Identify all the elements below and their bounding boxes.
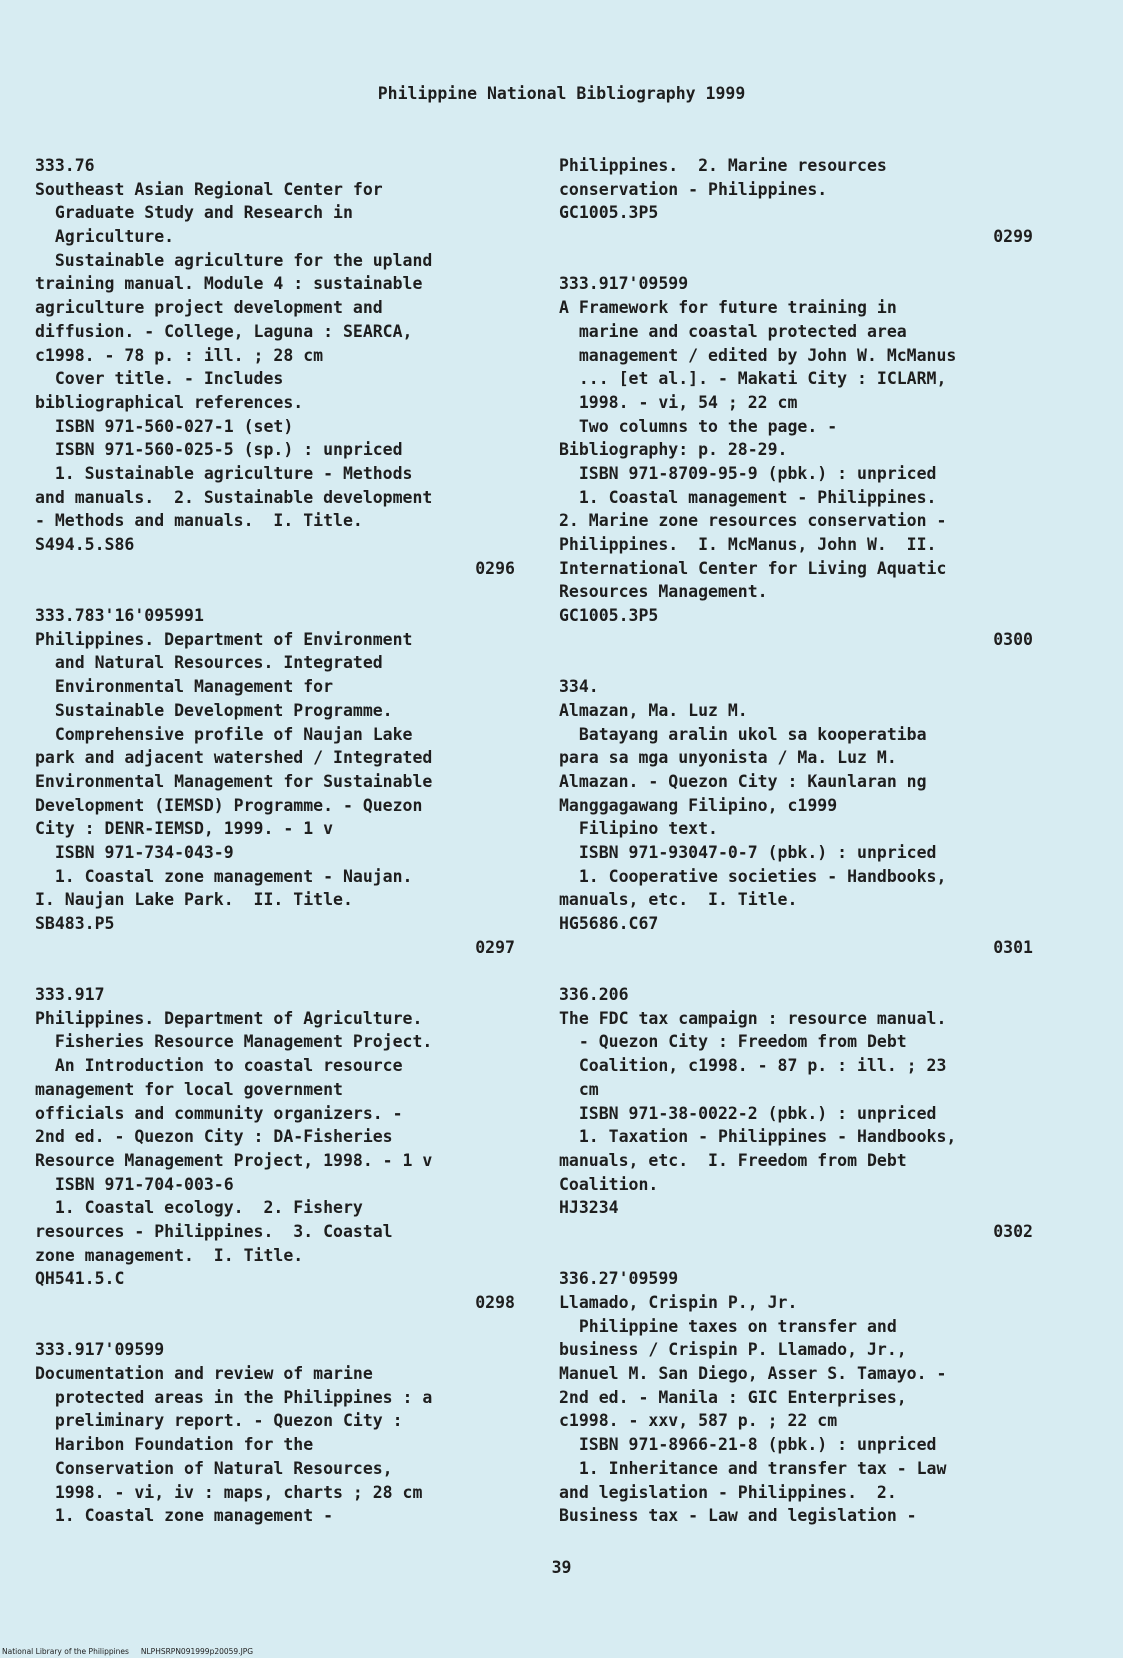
entry-line: Resources Management. (559, 582, 768, 602)
entry-line: ISBN 971-38-0022-2 (pbk.) : unpriced (559, 1103, 937, 1123)
entry-line: 1998. - vi, 54 ; 22 cm (559, 392, 798, 412)
page-number: 39 (551, 1558, 572, 1577)
entry-line: HG5686.C67 (559, 914, 659, 933)
entry-line: GC1005.3P5 (559, 606, 659, 626)
entry-line: Resource Management Project, 1998. - 1 v (35, 1150, 433, 1170)
entry-line: 1. Coastal ecology. 2. Fishery (35, 1198, 363, 1218)
entry-line: and legislation - Philippines. 2. (559, 1482, 897, 1502)
entry-line: Agriculture. (35, 227, 175, 247)
entry-line: bibliographical references. (35, 392, 304, 412)
entry-line: Southeast Asian Regional Center for (35, 179, 383, 199)
entry-line: 333.917 (35, 985, 105, 1005)
scan-credit: National Library of the Philippines NLPHSRPN091999p20059.JPG (2, 1647, 254, 1656)
left-column (35, 154, 515, 1528)
entry-line: Manuel M. San Diego, Asser S. Tamayo. - (559, 1364, 947, 1384)
entry-line: c1998. - xxv, 587 p. ; 22 cm (559, 1411, 838, 1431)
entry-line: Philippine taxes on transfer and (559, 1316, 897, 1336)
entry-line: Philippines. Department of Agriculture. (35, 1008, 423, 1028)
entry-line: ISBN 971-8709-95-9 (pbk.) : unpriced (559, 463, 937, 483)
right-column (559, 154, 1033, 1528)
entry-line: management for local government (35, 1079, 343, 1099)
entry-number: 0301 (993, 937, 1033, 957)
entry-line: Environmental Management for Sustainable (35, 771, 433, 791)
entry-separator (35, 580, 515, 604)
entry-line: manuals, etc. I. Freedom from Debt (559, 1150, 907, 1170)
entry-line: International Center for Living Aquatic (559, 558, 947, 578)
entry-line: City : DENR-IEMSD, 1999. - 1 v (35, 819, 334, 839)
entry-line: Business tax - Law and legislation - (559, 1506, 917, 1526)
entry-separator (559, 249, 1033, 273)
entry-line: officials and community organizers. - (35, 1103, 403, 1123)
entry-line: Two columns to the page. - (559, 416, 838, 436)
entry-line: Conservation of Natural Resources, (35, 1458, 393, 1478)
entry-line: The FDC tax campaign : resource manual. (559, 1008, 947, 1028)
entry-line: Bibliography: p. 28-29. (559, 440, 788, 460)
entry-line: Almazan. - Quezon City : Kaunlaran ng (559, 771, 927, 791)
entry-line: Sustainable agriculture for the upland (35, 250, 433, 270)
entry-line: 1. Coastal management - Philippines. (559, 487, 937, 507)
entry-line: ISBN 971-560-025-5 (sp.) : unpriced (35, 440, 403, 460)
entry-number: 0299 (993, 227, 1033, 247)
entry-line: 333.783'16'095991 (35, 606, 204, 626)
entry-line: and Natural Resources. Integrated (35, 653, 383, 673)
entry-line: Haribon Foundation for the (35, 1435, 314, 1455)
entry-line: Filipino text. (559, 819, 718, 839)
entry-line: protected areas in the Philippines : a (35, 1387, 433, 1407)
entry-line: Environmental Management for (35, 677, 334, 697)
entry-line: manuals, etc. I. Title. (559, 890, 798, 910)
entry-line: c1998. - 78 p. : ill. ; 28 cm (35, 345, 324, 365)
entry-line: A Framework for future training in (559, 298, 897, 318)
entry-line: 333.917'09599 (559, 274, 689, 294)
entry-line: ISBN 971-704-003-6 (35, 1174, 234, 1194)
entry-line: Coalition, c1998. - 87 p. : ill. ; 23 (559, 1056, 947, 1076)
entry-line: ... [et al.]. - Makati City : ICLARM, (559, 369, 947, 389)
entry-line: Fisheries Resource Management Project. (35, 1032, 433, 1052)
entry-line: and manuals. 2. Sustainable development (35, 487, 433, 507)
entry-line: ISBN 971-8966-21-8 (pbk.) : unpriced (559, 1435, 937, 1455)
entry-line: 1. Sustainable agriculture - Methods (35, 463, 413, 483)
entry-line: 1. Cooperative societies - Handbooks, (559, 866, 947, 886)
entry-separator (559, 651, 1033, 675)
entry-line: Almazan, Ma. Luz M. (559, 700, 748, 720)
entry-line: para sa mga unyonista / Ma. Luz M. (559, 748, 897, 768)
entry-line: Batayang aralin ukol sa kooperatiba (559, 724, 927, 744)
entry-line: Manggagawang Filipino, c1999 (559, 795, 838, 815)
entry-line: ISBN 971-93047-0-7 (pbk.) : unpriced (559, 842, 937, 862)
entry-line: Llamado, Crispin P., Jr. (559, 1293, 798, 1312)
entry-line: Documentation and review of marine (35, 1364, 373, 1384)
entry-separator (559, 1244, 1033, 1268)
entry-line: Development (IEMSD) Programme. - Quezon (35, 795, 423, 815)
entry-line: Sustainable Development Programme. (35, 700, 393, 720)
entry-line: HJ3234 (559, 1198, 619, 1218)
entry-line: marine and coastal protected area (559, 321, 907, 341)
entry-line: 1. Coastal zone management - Naujan. (35, 866, 413, 886)
entry-line: GC1005.3P5 (559, 203, 659, 223)
entry-line: 336.206 (559, 985, 629, 1005)
entry-number: 0300 (993, 629, 1033, 649)
entry-number: 0302 (993, 1221, 1033, 1241)
entry-line: preliminary report. - Quezon City : (35, 1411, 403, 1431)
entry-line: resources - Philippines. 3. Coastal (35, 1221, 393, 1241)
entry-number: 0297 (475, 937, 515, 957)
entry-line: Cover title. - Includes (35, 369, 284, 389)
entry-line: SB483.P5 (35, 914, 115, 933)
entry-line: ISBN 971-734-043-9 (35, 842, 234, 862)
entry-line: 2nd ed. - Manila : GIC Enterprises, (559, 1387, 907, 1407)
entry-line: 1998. - vi, iv : maps, charts ; 28 cm (35, 1482, 423, 1502)
entry-line: 2nd ed. - Quezon City : DA-Fisheries (35, 1127, 393, 1147)
entry-line: ISBN 971-560-027-1 (set) (35, 416, 294, 436)
entry-line: I. Naujan Lake Park. II. Title. (35, 890, 353, 910)
entry-line: 336.27'09599 (559, 1269, 679, 1289)
entry-line: business / Crispin P. Llamado, Jr., (559, 1340, 907, 1360)
entry-line: 1. Taxation - Philippines - Handbooks, (559, 1127, 957, 1147)
entry-line: conservation - Philippines. (559, 179, 828, 199)
entry-line: 1. Inheritance and transfer tax - Law (559, 1458, 947, 1478)
entry-line: Comprehensive profile of Naujan Lake (35, 724, 413, 744)
entry-line: park and adjacent watershed / Integrated (35, 748, 433, 768)
entry-number: 0296 (475, 558, 515, 578)
entry-line: Philippines. 2. Marine resources (559, 156, 887, 175)
page-title: Philippine National Bibliography 1999 (377, 84, 746, 103)
entry-line: management / edited by John W. McManus (559, 345, 957, 365)
entry-line: 333.76 (35, 156, 95, 175)
entry-line: Philippines. I. McManus, John W. II. (559, 535, 937, 554)
entry-line: QH541.5.C (35, 1269, 125, 1289)
entry-separator (35, 959, 515, 983)
entry-separator (35, 1315, 515, 1339)
entry-line: zone management. I. Title. (35, 1245, 304, 1265)
entry-line: 2. Marine zone resources conservation - (559, 511, 947, 531)
entry-line: agriculture project development and (35, 298, 383, 318)
entry-line: - Quezon City : Freedom from Debt (559, 1032, 907, 1052)
entry-line: Coalition. (559, 1174, 659, 1194)
entry-line: Graduate Study and Research in (35, 203, 353, 223)
entry-line: S494.5.S86 (35, 535, 135, 554)
entry-number: 0298 (475, 1293, 515, 1312)
entry-line: 334. (559, 677, 599, 697)
entry-separator (559, 959, 1033, 983)
entry-line: - Methods and manuals. I. Title. (35, 511, 363, 531)
entry-line: cm (559, 1079, 599, 1099)
entry-line: An Introduction to coastal resource (35, 1056, 403, 1076)
entry-line: training manual. Module 4 : sustainable (35, 274, 423, 294)
entry-line: diffusion. - College, Laguna : SEARCA, (35, 321, 413, 341)
entry-line: 1. Coastal zone management - (35, 1506, 334, 1526)
entry-line: Philippines. Department of Environment (35, 629, 413, 649)
entry-line: 333.917'09599 (35, 1340, 165, 1360)
